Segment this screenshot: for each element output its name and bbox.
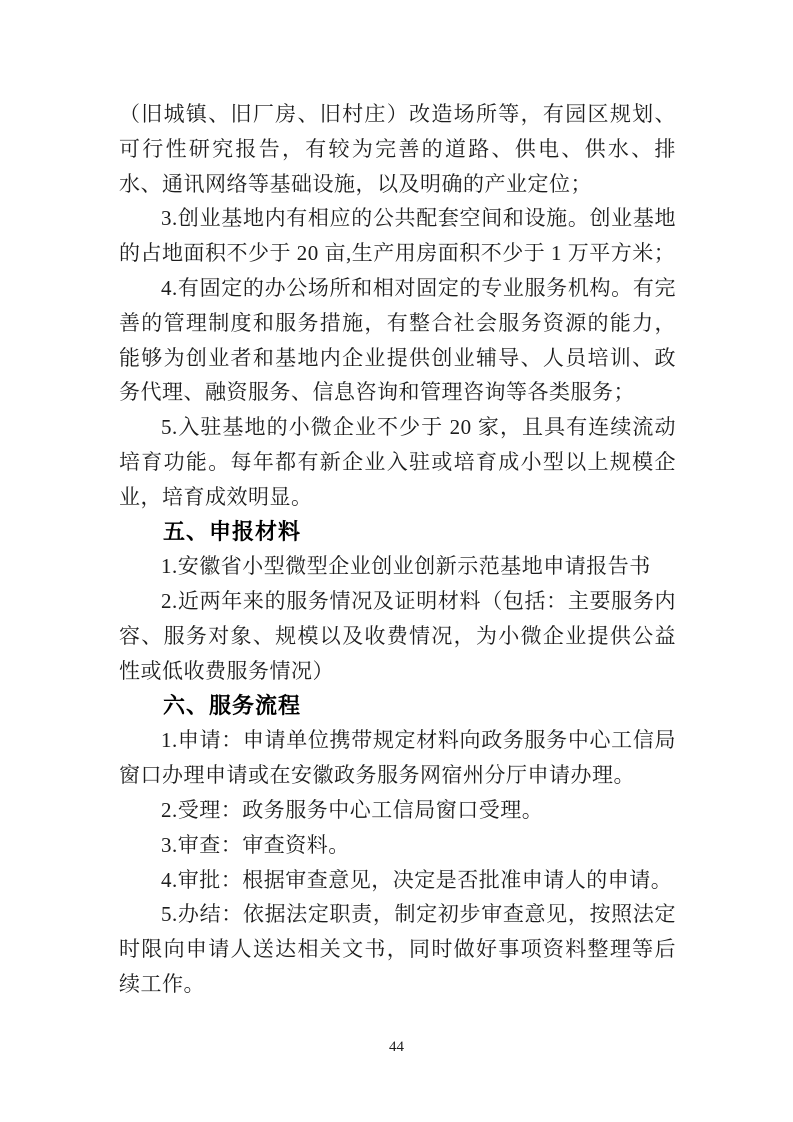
body-paragraph: 2.近两年来的服务情况及证明材料（包括：主要服务内容、服务对象、规模以及收费情况，为小微企业提供公益性或低收费服务情况） [119, 589, 676, 683]
body-paragraph: 5.入驻基地的小微企业不少于 20 家，且具有连续流动培育功能。每年都有新企业入驻或培育成小型以上规模企业，培育成效明显。 [119, 415, 676, 509]
document-body [119, 97, 676, 1002]
body-paragraph: 3.创业基地内有相应的公共配套空间和设施。创业基地的占地面积不少于 20 亩,生产用房面积不少于 1 万平方米； [119, 206, 676, 266]
body-paragraph: 1.申请：申请单位携带规定材料向政务服务中心工信局窗口办理申请或在安徽政务服务网宿州分厅申请办理。 [119, 728, 676, 788]
page-footer [0, 1038, 793, 1056]
section-heading: 六、服务流程 [163, 692, 302, 718]
body-paragraph: 4.审批：根据审查意见，决定是否批准申请人的申请。 [161, 867, 673, 892]
section-heading: 五、申报材料 [163, 518, 302, 544]
body-paragraph: 4.有固定的办公场所和相对固定的专业服务机构。有完善的管理制度和服务措施，有整合社会服务资源的能力，能够为创业者和基地内企业提供创业辅导、人员培训、政务代理、融资服务、信息咨询和管理咨询等各类服务； [119, 275, 676, 405]
body-paragraph: 3.审查：审查资料。 [161, 832, 350, 857]
page-number: 44 [389, 1039, 404, 1055]
body-paragraph: 1.安徽省小型微型企业创业创新示范基地申请报告书 [161, 554, 651, 579]
body-paragraph: 2.受理：政务服务中心工信局窗口受理。 [161, 797, 544, 822]
body-paragraph: 5.办结：依据法定职责，制定初步审查意见，按照法定时限向申请人送达相关文书，同时做好事项资料整理等后续工作。 [119, 902, 676, 996]
body-paragraph: （旧城镇、旧厂房、旧村庄）改造场所等，有园区规划、可行性研究报告，有较为完善的道路、供电、供水、排水、通讯网络等基础设施，以及明确的产业定位； [119, 102, 676, 196]
